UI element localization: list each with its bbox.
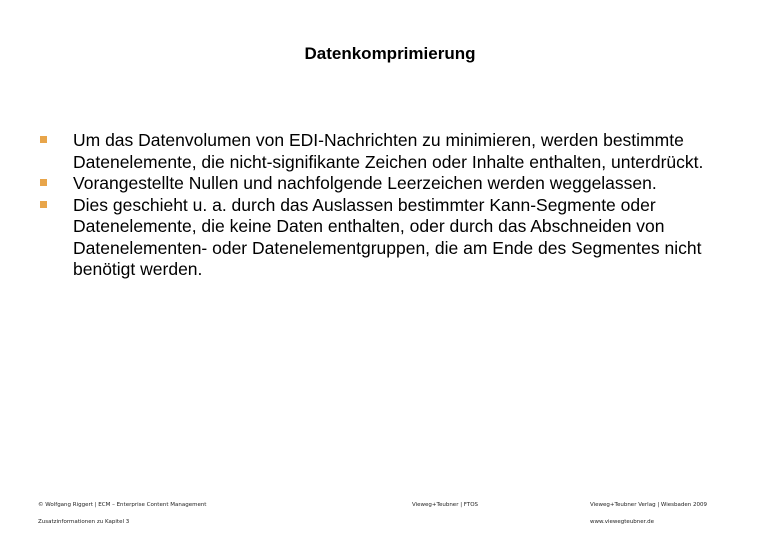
square-bullet-icon: [40, 201, 47, 208]
footer-right: [590, 497, 707, 531]
footer: [0, 497, 780, 527]
bullet-item: [40, 130, 760, 173]
bullet-text: Dies geschieht u. a. durch das Auslassen bestimmter Kann-Segmente oder Datenelemente, die keine Daten enthalten, oder durch das Abschneiden von Datenelementen- oder Datenelementgruppen, die am Ende des Segmentes nicht benötigt werden.: [73, 194, 702, 279]
square-bullet-icon: [40, 136, 47, 143]
footer-imprint: Vieweg+Teubner Verlag | Wiesbaden 2009: [590, 502, 707, 508]
bullet-item: [40, 173, 760, 195]
footer-website: www.viewegteubner.de: [590, 519, 655, 525]
footer-copyright: © Wolfgang Riggert | ECM – Enterprise Content Management: [38, 502, 207, 508]
footer-middle: [412, 497, 478, 514]
footer-note: Zusatzinformationen zu Kapitel 3: [38, 519, 130, 525]
bullet-text: Vorangestellte Nullen und nachfolgende Leerzeichen werden weggelassen.: [73, 173, 657, 193]
bullet-text: Um das Datenvolumen von EDI-Nachrichten zu minimieren, werden bestimmte Datenelemente, die nicht-signifikante Zeichen oder Inhalte enthalten, unterdrückt.: [73, 130, 704, 172]
square-bullet-icon: [40, 179, 47, 186]
footer-left: [38, 497, 206, 531]
bullet-list: [40, 130, 760, 281]
bullet-item: [40, 195, 760, 281]
footer-publisher: Vieweg+Teubner | FTOS: [412, 502, 479, 508]
slide-title: Datenkomprimierung: [304, 44, 476, 63]
